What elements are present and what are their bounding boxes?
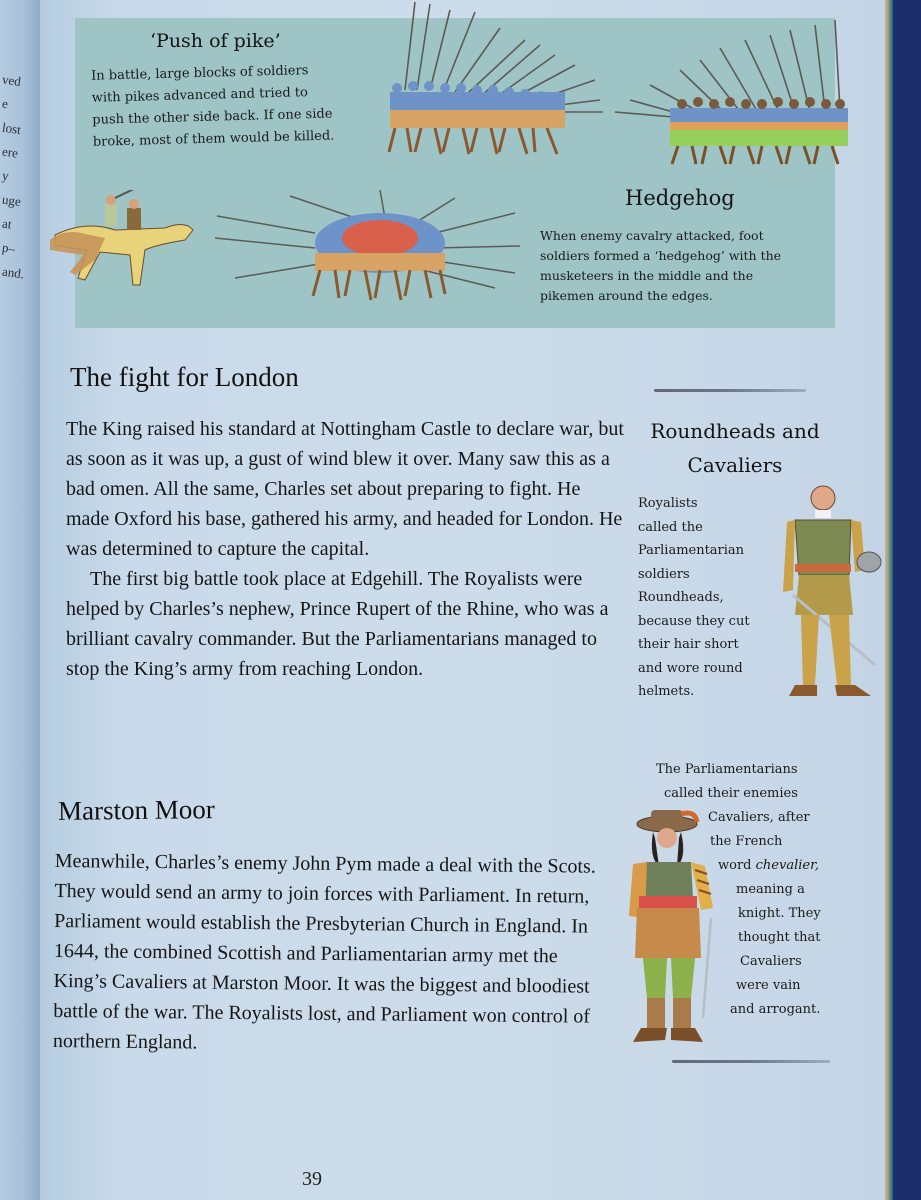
caption-line: because they cut: [638, 613, 750, 629]
push-of-pike-caption: [91, 58, 383, 154]
book-cover: [893, 0, 921, 1200]
caption-line: pikemen around the edges.: [540, 288, 713, 303]
caption-line: soldiers formed a ‘hedgehog’ with the: [540, 248, 782, 263]
paragraph: The King raised his standard at Nottingham Castle to declare war, but as soon as it was up, a gust of wind blew it over. Many saw this as a bad omen. All the same, Charles set about preparing to fight. He made Oxford his base, gathered his army, and headed for London. He was determined to capture the capital.: [66, 418, 624, 560]
caption-line: with pikes advanced and tried to: [91, 85, 309, 106]
caption-line: Cavaliers: [740, 954, 802, 969]
fragment: at: [1, 215, 13, 232]
push-of-pike-title: ‘Push of pike’: [150, 30, 281, 52]
roundhead-soldier-illustration: [765, 480, 885, 705]
caption-line: called the: [638, 519, 703, 535]
caption-text: word: [718, 858, 756, 873]
pikemen-blue-illustration: [385, 0, 605, 160]
hedgehog-formation-illustration: [215, 188, 525, 308]
caption-line: When enemy cavalry attacked, foot: [540, 228, 764, 243]
caption-line: the French: [710, 834, 783, 849]
fragment: p–: [1, 239, 17, 257]
caption-line: broke, most of them would be killed.: [92, 128, 335, 150]
paragraph: Meanwhile, Charles’s enemy John Pym made a deal with the Scots. They would send an army to join forces with Parliament. In return, Parliament would establish the Presbyterian Church in England. In 1644, the combined Scottish and Parliamentarian army met the King’s Cavaliers at Marston Moor. It was the biggest and bloodiest battle of the war. The Royalists lost, and Parliament won control of northern England.: [52, 849, 596, 1054]
section-body-london: [66, 414, 626, 684]
italic-word: chevalier,: [755, 858, 819, 873]
facing-page-edge: [0, 0, 40, 1200]
sidebar-divider-top: [654, 389, 806, 392]
page-edge: [885, 0, 893, 1200]
page-number: 39: [302, 1168, 322, 1190]
roundheads-caption: [638, 492, 778, 704]
facing-page-text-fragments: [2, 70, 38, 286]
caption-line: helmets.: [638, 684, 695, 699]
paragraph: The first big battle took place at Edgehill. The Royalists were helped by Charles’s nephew, Prince Rupert of the Rhine, who was a brilliant cavalry commander. But the Parliamentarians managed to stop the King’s army from reaching London.: [66, 568, 609, 680]
caption-line: Parliamentarian: [638, 543, 745, 558]
caption-line: knight. They: [738, 906, 821, 921]
hedgehog-caption: [540, 226, 830, 306]
caption-line: Royalists: [638, 496, 698, 511]
fragment: uge: [1, 191, 22, 210]
caption-line: called their enemies: [664, 786, 798, 801]
fragment: y: [1, 167, 10, 184]
caption-line: Roundheads,: [638, 590, 724, 605]
caption-line: and arrogant.: [730, 1002, 821, 1017]
fragment: ere: [1, 143, 20, 161]
cavalry-illustration: [45, 190, 205, 305]
section-heading-london: The fight for London: [70, 362, 299, 392]
caption-line: soldiers: [638, 566, 690, 582]
title-line: Roundheads and: [650, 419, 820, 443]
sidebar-title: [640, 414, 830, 482]
caption-line: musketeers in the middle and the: [540, 268, 754, 283]
hedgehog-title: Hedgehog: [625, 186, 735, 210]
fragment: e: [1, 95, 10, 112]
caption-line: thought that: [738, 930, 821, 945]
caption-line: push the other side back. If one side: [92, 106, 333, 128]
fragment: and.: [1, 263, 26, 282]
fragment: lost: [1, 119, 22, 138]
caption-line: Cavaliers, after: [708, 810, 810, 825]
caption-line: were vain: [736, 978, 801, 993]
pikemen-green-illustration: [610, 0, 850, 170]
caption-line: In battle, large blocks of soldiers: [90, 63, 309, 84]
caption-line: their hair short: [638, 637, 739, 652]
caption-line: and wore round: [638, 660, 743, 676]
cavalier-soldier-illustration: [615, 808, 725, 1053]
section-body-marston-moor: [53, 846, 615, 1062]
section-heading-marston-moor: Marston Moor: [57, 794, 215, 826]
caption-line: meaning a: [736, 882, 805, 897]
fragment: ved: [1, 71, 22, 90]
sidebar-divider-bottom: [672, 1060, 830, 1063]
title-line: Cavaliers: [687, 453, 783, 477]
caption-line: The Parliamentarians: [656, 762, 798, 777]
